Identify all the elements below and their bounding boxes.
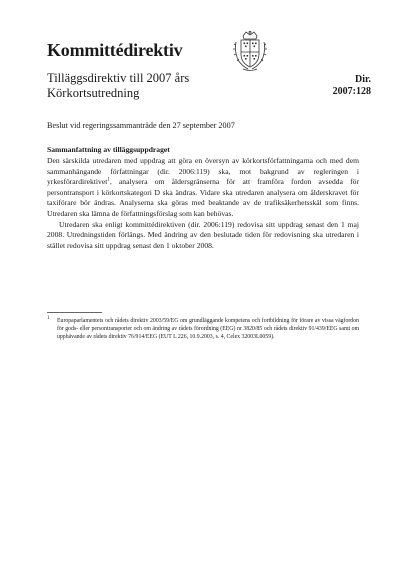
- directive-title: [47, 71, 227, 101]
- summary-heading: Sammanfattning av tilläggsuppdraget: [47, 145, 170, 154]
- document-type-heading: Kommittédirektiv: [47, 40, 183, 60]
- summary-paragraph-2: Utredaren ska enligt kommittédirektiven (dir. 2006:119) redovisa sitt uppdrag senast den 1 maj 2008. Utredningstiden förlängs. Med ändring av den beslutade tiden för redovisning ska utredaren i stället redovisa sitt uppdrag senast den 1 oktober 2008.: [47, 219, 359, 250]
- footnote-reference[interactable]: 1: [107, 177, 110, 183]
- footnote-divider: [47, 312, 102, 313]
- title-line-1: Tilläggsdirektiv till 2007 års: [47, 71, 190, 85]
- decision-date-line: Beslut vid regeringssammanträde den 27 september 2007: [47, 121, 235, 130]
- title-line-2: Körkortsutredning: [47, 86, 140, 100]
- swedish-coat-of-arms-icon: [232, 30, 268, 72]
- directive-number-block: [311, 74, 371, 98]
- footnote: [47, 317, 359, 341]
- directive-number: 2007:128: [332, 86, 371, 97]
- footnote-mark: 1: [47, 316, 50, 321]
- directive-label: Dir.: [354, 74, 371, 85]
- summary-paragraph-1: [47, 156, 359, 220]
- summary-paragraph-1-text-a: Den särskilda utredaren med uppdrag att göra en översyn av körkortsförfattningarna och med dem sammanhängande författningar (dir. 2006:119) ska, mot bakgrund av regleringen i yrkesförardirektivet: [47, 156, 359, 187]
- summary-paragraph-1-text-b: , analysera om åldersgränserna för att framföra fordon avsedda för persontransport i körkortskategori D ska ändras. Vidare ska utredaren analysera om ålderskravet för taxiförare bör ändras. Analyserna ska göras med beaktande av de trafiksäkerhetsskäl som finns. Utredaren ska lämna de författningsförslag som kan behövas.: [47, 177, 359, 218]
- summary-body: [47, 156, 359, 251]
- footnote-text: Europaparlamentets och rådets direktiv 2003/59/EG om grundläggande kompetens och fortbildning för förare av vissa vägfordon för gods- eller persontransporter och om ändring av rådets förordning (EEG) nr 3820/85 och rådets direktiv 91/439/EEG samt om upphävande av rådets direktiv 76/914/EEG (EUT L 226, 10.9.2003, s. 4, Celex 32003L0059).: [57, 318, 359, 341]
